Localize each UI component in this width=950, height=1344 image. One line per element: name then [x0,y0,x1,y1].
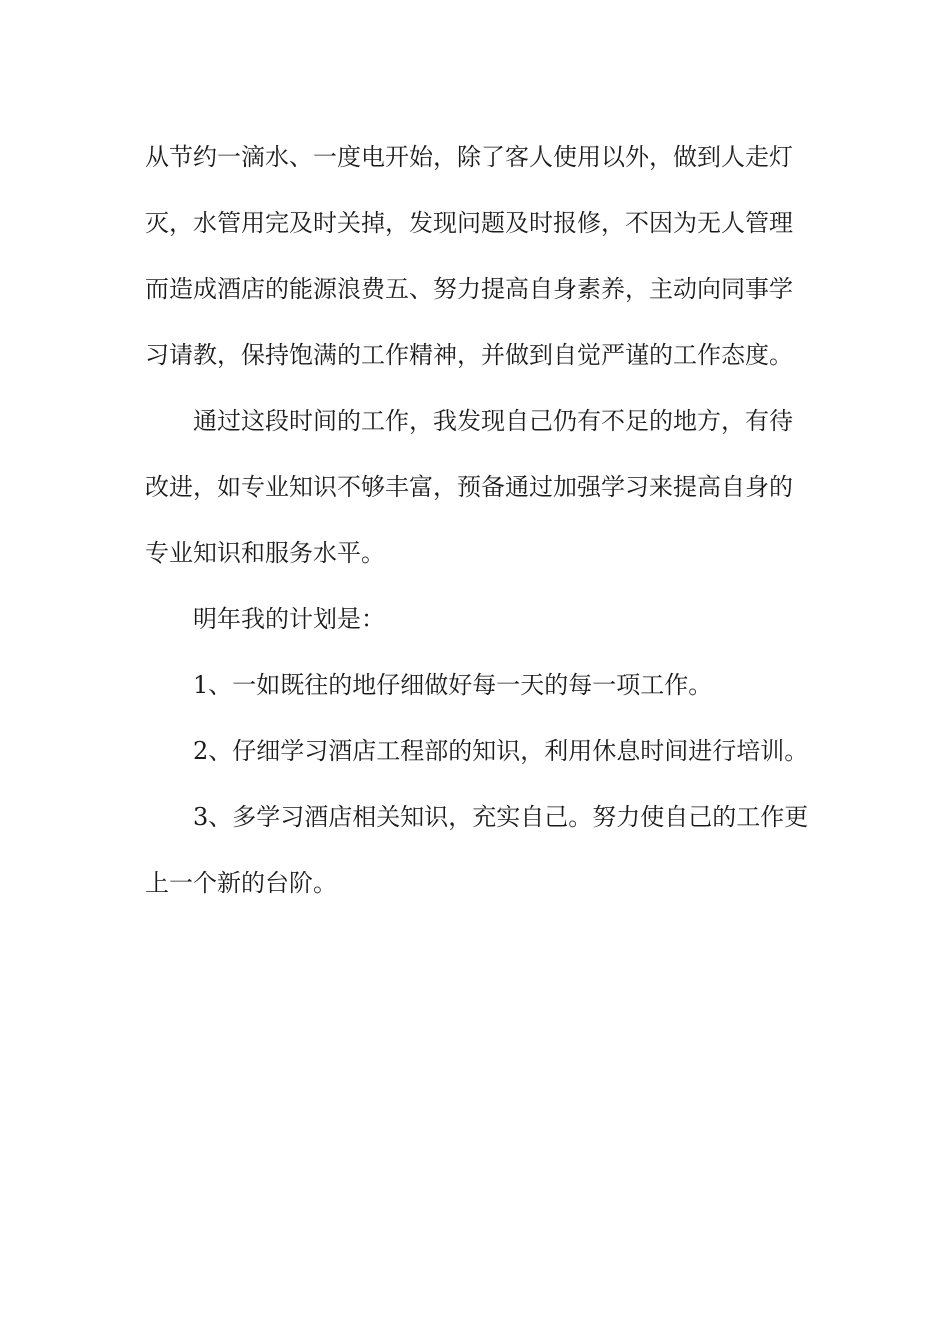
plan-item-1 [145,652,811,718]
plan-item-2 [145,718,811,784]
text-line: 从节约一滴水、一度电开始，除了客人使用以外，做到人走灯 [145,143,793,171]
text-line: 1、一如既往的地仔细做好每一天的每一项工作。 [193,671,713,699]
text-line: 明年我的计划是： [193,605,385,633]
text-line: 而造成酒店的能源浪费五、努力提高自身素养，主动向同事学 [145,275,793,303]
paragraph-shortcomings [145,388,811,586]
text-line: 2、仔细学习酒店工程部的知识，利用休息时间进行培训。 [193,737,809,765]
text-line: 习请教，保持饱满的工作精神，并做到自觉严谨的工作态度。 [145,341,793,369]
document-body [145,124,811,916]
text-line: 改进，如专业知识不够丰富，预备通过加强学习来提高自身的 [145,473,793,501]
text-line: 3、多学习酒店相关知识，充实自己。努力使自己的工作更 [193,803,809,831]
text-line: 上一个新的台阶。 [145,869,337,897]
text-line: 通过这段时间的工作，我发现自己仍有不足的地方，有待 [193,407,793,435]
plan-item-3 [145,784,811,916]
paragraph-plan-heading [145,586,811,652]
text-line: 专业知识和服务水平。 [145,539,385,567]
text-line: 灭，水管用完及时关掉，发现问题及时报修，不因为无人管理 [145,209,793,237]
paragraph-energy-saving [145,124,811,388]
